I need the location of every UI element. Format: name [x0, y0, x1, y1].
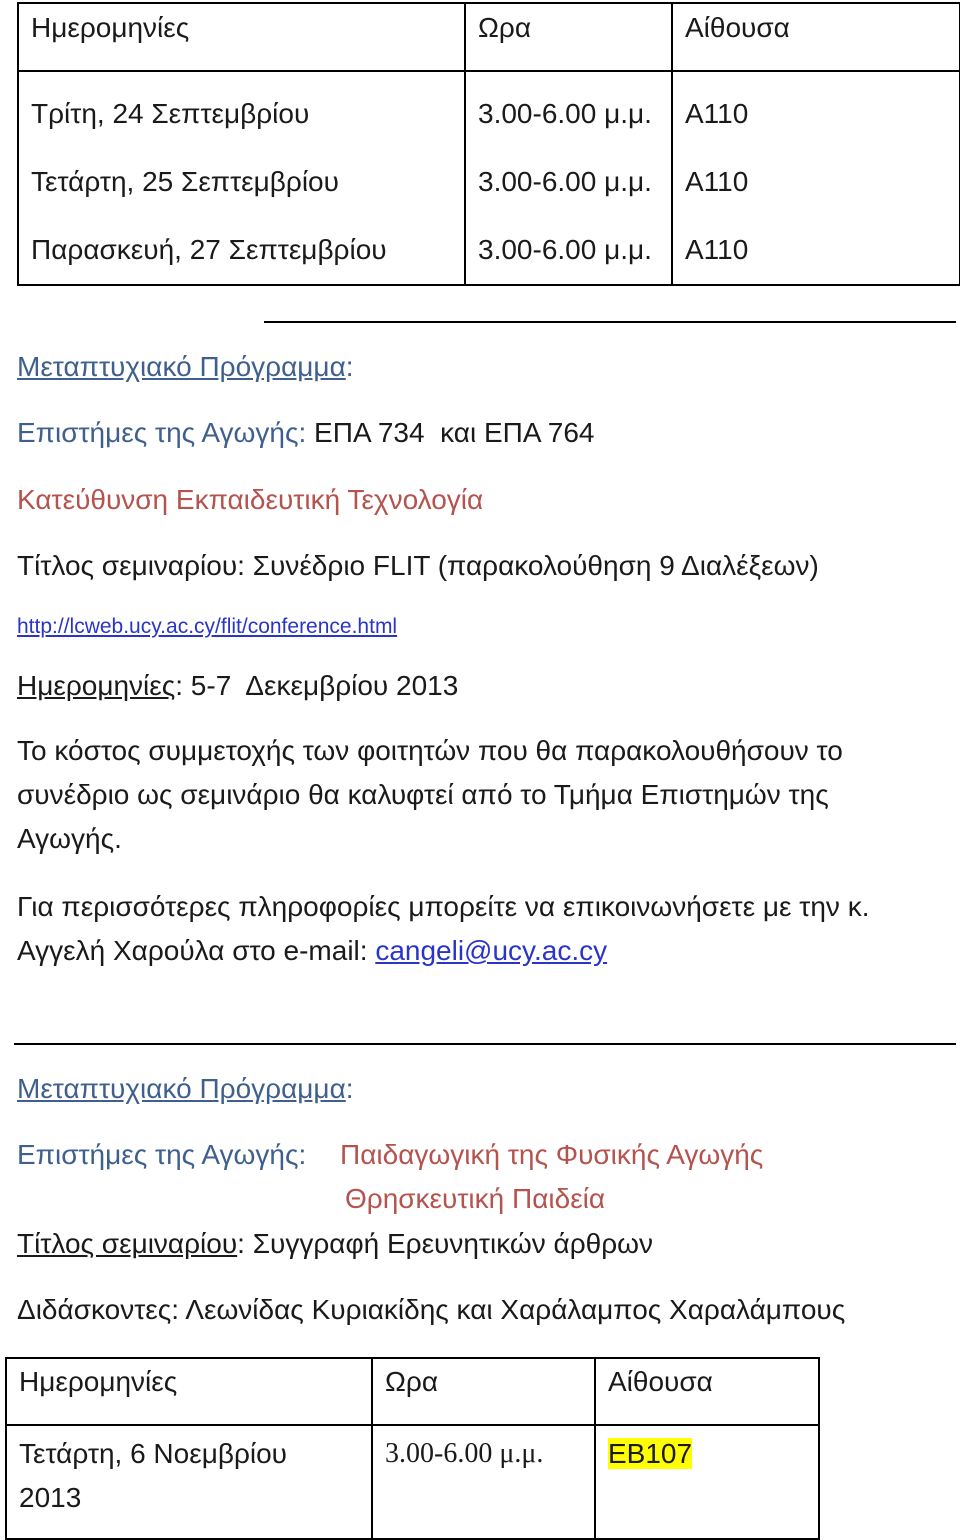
dates-value: : 5-7 Δεκεμβρίου 2013: [175, 670, 459, 701]
row-time: 3.00-6.00 μ.μ.: [478, 234, 652, 265]
row-room: Α110: [685, 234, 749, 265]
times-cell: [465, 71, 672, 285]
date-cell: [6, 1425, 372, 1539]
table-body: [18, 71, 960, 285]
direction-heading: Κατεύθυνση Εκπαιδευτική Τεχνολογία: [17, 484, 484, 515]
section-divider: [14, 1043, 956, 1045]
program-label: Μεταπτυχιακό Πρόγραμμα: [17, 1073, 346, 1104]
cost-line: Αγωγής.: [17, 823, 122, 854]
program-label: Μεταπτυχιακό Πρόγραμμα: [17, 351, 346, 382]
table-header-row: [18, 3, 960, 71]
field-label: Επιστήμες της Αγωγής:: [17, 1139, 307, 1170]
row-date: Παρασκευή, 27 Σεπτεμβρίου: [31, 234, 387, 265]
instructors: Διδάσκοντες: Λεωνίδας Κυριακίδης και Χαράλαμπος Χαραλάμπους: [17, 1294, 846, 1325]
dates-line: [17, 672, 458, 700]
seminar-title: [17, 1230, 653, 1258]
header-time: Ωρα: [465, 3, 672, 71]
program-heading: [17, 1075, 354, 1103]
date-line: 2013: [19, 1482, 82, 1513]
table-row: [6, 1425, 819, 1539]
field-value: Θρησκευτική Παιδεία: [345, 1183, 606, 1214]
row-room: Α110: [685, 166, 749, 197]
header-room: Αίθουσα: [672, 3, 960, 71]
title-label: Τίτλος σεμιναρίου: [17, 1228, 238, 1259]
header-time: Ωρα: [372, 1358, 595, 1425]
time-value: 3.00-6.00 μ.μ.: [385, 1438, 544, 1469]
room-cell: [595, 1425, 819, 1539]
rooms-cell: [672, 71, 960, 285]
schedule-table-1: [17, 2, 960, 286]
program-colon: :: [345, 1073, 354, 1104]
row-date: Τρίτη, 24 Σεπτεμβρίου: [31, 98, 310, 129]
row-time: 3.00-6.00 μ.μ.: [478, 166, 652, 197]
header-dates: Ημερομηνίες: [18, 3, 465, 71]
email-link[interactable]: cangeli@ucy.ac.cy: [375, 935, 608, 966]
date-line: Τετάρτη, 6 Νοεμβρίου: [19, 1438, 287, 1469]
conference-link[interactable]: http://lcweb.ucy.ac.cy/flit/conference.html: [17, 615, 398, 638]
cost-line: συνέδριο ως σεμινάριο θα καλυφτεί από το Τμήμα Επιστημών της: [17, 779, 829, 810]
contact-paragraph: [17, 885, 869, 973]
header-dates: Ημερομηνίες: [6, 1358, 372, 1425]
contact-prefix: Αγγελή Χαρούλα στο e-mail:: [17, 935, 376, 966]
field-label: Επιστήμες της Αγωγής:: [17, 417, 307, 448]
contact-line: Για περισσότερες πληροφορίες μπορείτε να επικοινωνήσετε με την κ.: [17, 891, 870, 922]
contact-line: [17, 929, 869, 973]
program-colon: :: [345, 351, 354, 382]
cost-paragraph: [17, 729, 843, 861]
row-date: Τετάρτη, 25 Σεπτεμβρίου: [31, 166, 339, 197]
time-cell: [372, 1425, 595, 1539]
title-value: : Συγγραφή Ερευνητικών άρθρων: [237, 1228, 653, 1259]
field-line: [17, 419, 595, 447]
dates-label: Ημερομηνίες: [17, 670, 176, 701]
row-time: 3.00-6.00 μ.μ.: [478, 98, 652, 129]
section-divider: [264, 321, 956, 323]
seminar-title: Τίτλος σεμιναρίου: Συνέδριο FLIT (παρακολούθηση 9 Διαλέξεων): [17, 550, 819, 581]
program-heading: [17, 353, 354, 381]
row-room: Α110: [685, 98, 749, 129]
schedule-table-2: [5, 1357, 820, 1540]
course-codes: ΕΠΑ 734 και ΕΠΑ 764: [306, 417, 595, 448]
room-value: ΕΒ107: [608, 1438, 693, 1469]
cost-line: Το κόστος συμμετοχής των φοιτητών που θα παρακολουθήσουν το: [17, 735, 843, 766]
header-room: Αίθουσα: [595, 1358, 819, 1425]
table-header-row: [6, 1358, 819, 1425]
dates-cell: [18, 71, 465, 285]
field-value: Παιδαγωγική της Φυσικής Αγωγής: [340, 1139, 764, 1170]
